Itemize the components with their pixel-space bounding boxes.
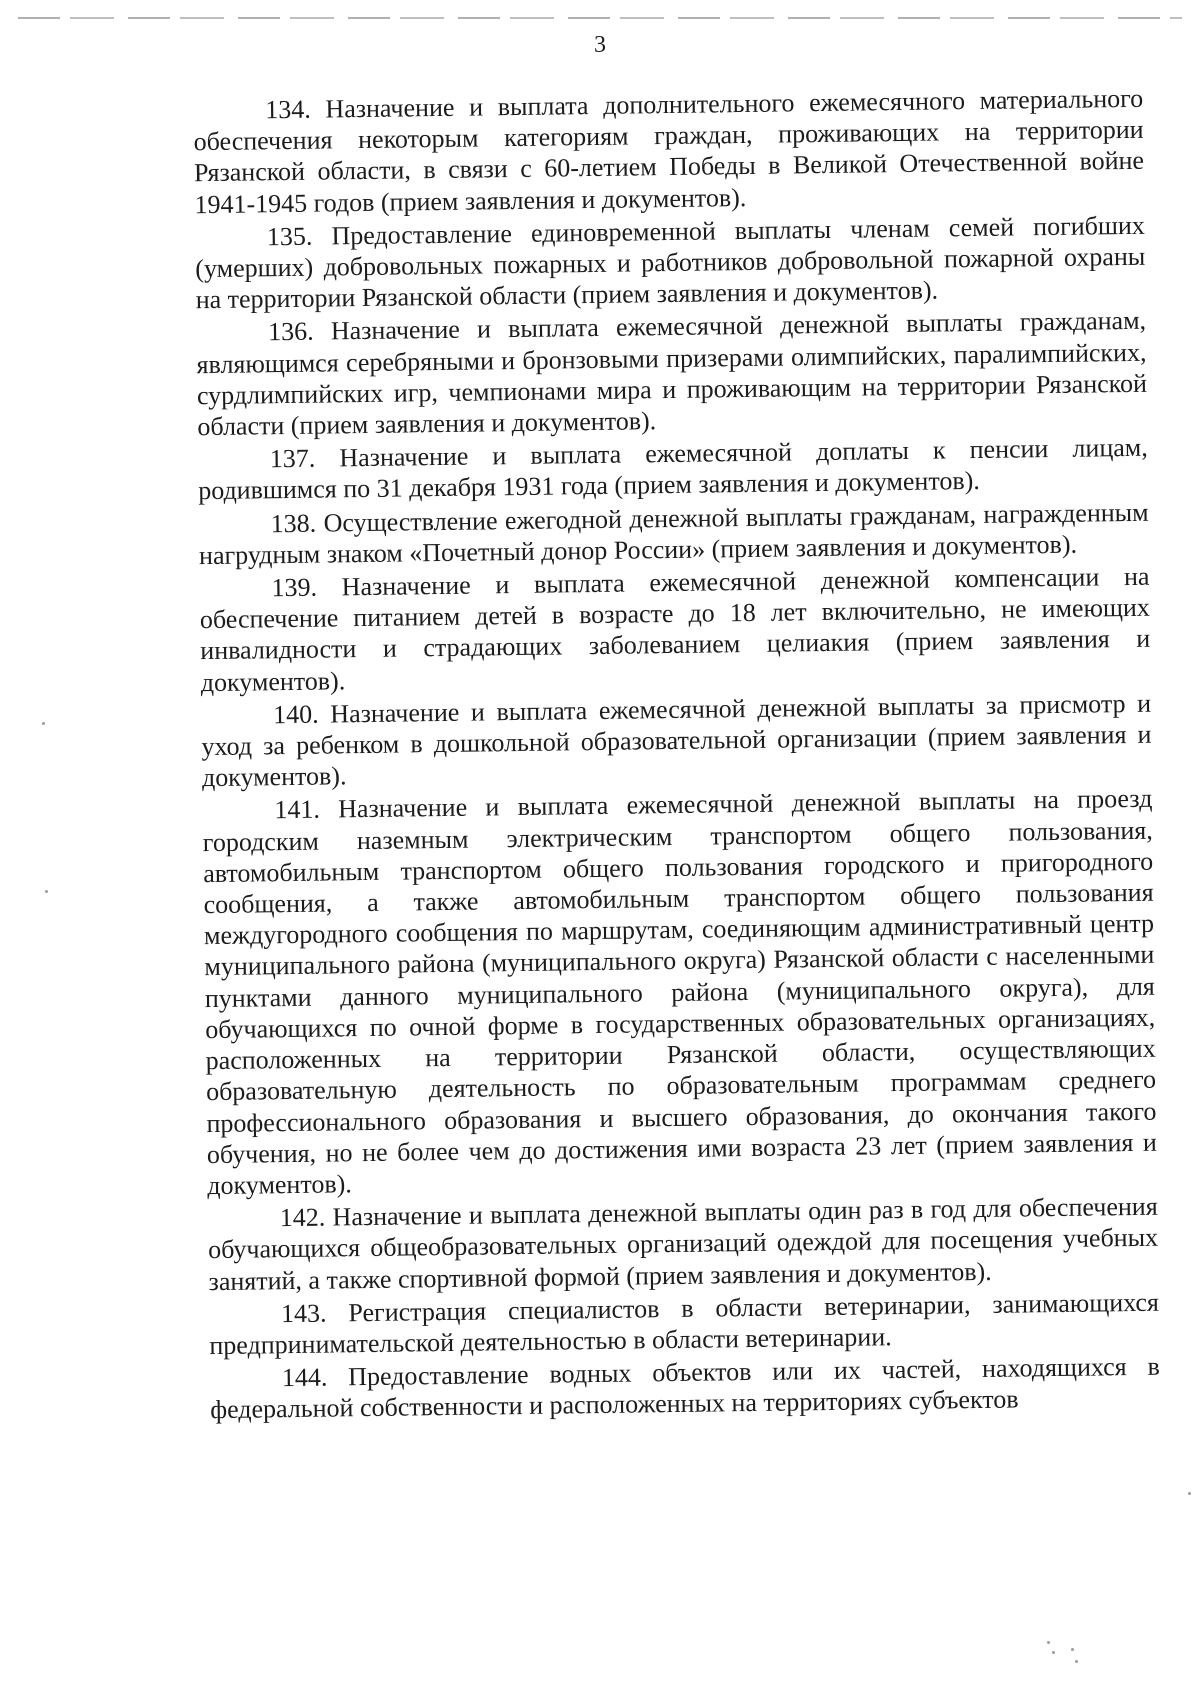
scan-speck [1071, 1648, 1074, 1651]
scan-speck [42, 722, 45, 725]
scan-speck [1075, 1660, 1078, 1663]
list-item-135: 135. Предоставление единовременной выплаты членам семей погибших (умерших) добровольных пожарных и работников добровольной пожарной охраны на территории Рязанской области (прием заявления и документов). [195, 210, 1146, 315]
list-item-138: 138. Осуществление ежегодной денежной выплаты гражданам, награжденным нагрудным знаком «Почетный донор России» (прием заявления и документов). [198, 497, 1149, 571]
list-item-143: 143. Регистрация специалистов в области ветеринарии, занимающихся предпринимательской деятельностью в области ветеринарии. [209, 1287, 1160, 1361]
list-item-139: 139. Назначение и выплата ежемесячной денежной компенсации на обеспечение питанием детей в возрасте до 18 лет включительно, не имеющих инвалидности и страдающих заболеванием целиакия (прием заявления и документов). [199, 561, 1151, 697]
document-body [193, 83, 1163, 1655]
scan-speck [1052, 1651, 1055, 1654]
list-item-134: 134. Назначение и выплата дополнительного ежемесячного материального обеспечения некоторым категориям граждан, проживающих на территории Рязанской области, в связи с 60-летием Победы в Великой Отечественной войне 1941-1945 годов (прием заявления и документов). [193, 83, 1145, 219]
list-item-140: 140. Назначение и выплата ежемесячной денежной выплаты за присмотр и уход за ребенком в дошкольной образовательной организации (прием заявления и документов). [201, 688, 1152, 793]
list-item-142: 142. Назначение и выплата денежной выплаты один раз в год для обеспечения обучающихся общеобразовательных организаций одеждой для посещения учебных занятий, а также спортивной формой (прием заявления и документов). [207, 1191, 1159, 1296]
list-item-141: 141. Назначение и выплата ежемесячной денежной выплаты на проезд городским наземным электрическим транспортом общего пользования, автомобильным транспортом общего пользования городского и пригородного сообщения, а также автомобильным транспортом общего пользования междугородного сообщения по маршрутам, соединяющим административный центр муниципального района (муниципального округа) Рязанской области с населенными пунктами данного муниципального района (муниципального округа), для обучающихся по очной форме в государственных образовательных организациях, расположенных на территории Рязанской области, осуществляющих образовательную деятельность по образовательным программам среднего профессионального образования и высшего образования, до окончания такого обучения, но не более чем до достижения ими возраста 23 лет (прием заявления и документов). [202, 784, 1158, 1201]
list-item-137: 137. Назначение и выплата ежемесячной доплаты к пенсии лицам, родившимся по 31 декабря 1931 года (прием заявления и документов). [198, 432, 1148, 506]
scan-top-edge [18, 17, 1182, 19]
scan-speck [1047, 1641, 1050, 1644]
page-number: 3 [594, 32, 606, 58]
list-item-136: 136. Назначение и выплата ежемесячной денежной выплаты гражданам, являющимся серебряными и бронзовыми призерами олимпийских, паралимпийских, сурдлимпийских игр, чемпионами мира и проживающим на территории Рязанской области (прием заявления и документов). [196, 306, 1148, 442]
list-item-144: 144. Предоставление водных объектов или их частей, находящихся в федеральной собственности и расположенных на территориях субъектов [210, 1351, 1160, 1425]
scan-speck [1188, 1492, 1191, 1495]
scan-speck [45, 890, 48, 893]
